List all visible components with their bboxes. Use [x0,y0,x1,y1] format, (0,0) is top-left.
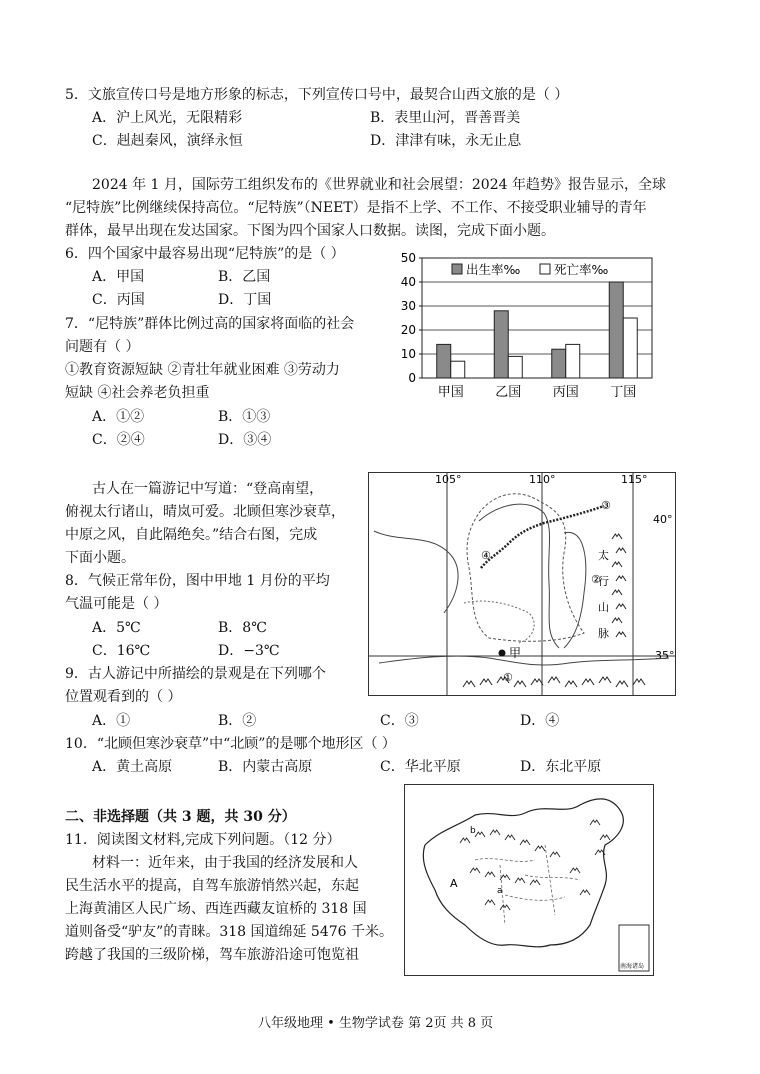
lat-35: 35° [655,649,675,662]
q10-option-a: A．黄土高原 [92,759,173,775]
q10-stem: 10．“北顾但寒沙衰草”中“北顾”的是哪个地形区（ ） [65,736,396,752]
chart-bar-birth-3 [609,282,623,378]
q7-option-a: A．①② [92,409,145,425]
mountain-symbol [616,604,626,609]
q7-option-c: C．②④ [92,432,145,448]
label-b: b [470,826,476,836]
chart-legend-swatch [540,264,550,274]
mountain-symbol [548,677,560,683]
q9-stem-line1: 9．古人游记中所描绘的景观是在下列哪个 [65,666,326,682]
mountain-symbol [616,548,626,553]
q8-option-c: C．16℃ [92,643,151,659]
label-a: a [497,886,503,896]
q9-option-a: A．① [92,713,131,729]
material1-line3: 上海黄浦区人民广场、西连西藏友谊桥的 318 国 [65,901,367,917]
passage1-line1: 2024 年 1 月，国际劳工组织发布的《世界就业和社会展望：2024 年趋势》报告显示，全球 [92,177,666,193]
passage2-line2: 俯视太行诸山，晴岚可爱。北顾但寒沙衰草， [65,504,345,520]
q11-stem: 11．阅读图文材料,完成下列问题。（12 分） [65,832,341,848]
mountain-symbol [530,880,540,885]
marker-2: ② [591,573,601,586]
mountain-symbol [616,632,626,637]
mountain-symbol [514,681,526,687]
qinling-mountains [463,677,645,687]
lon-110: 110° [529,473,556,486]
mountain-symbol [531,679,543,685]
river-east [564,532,586,648]
south-sea-label: 南海诸岛 [620,963,645,970]
q9-option-d: D．④ [520,713,560,729]
q10-option-b: B．内蒙古高原 [218,759,313,775]
passage2-line4: 下面小题。 [65,550,135,566]
mountain-symbol [616,681,628,687]
mountain-symbol [612,590,622,595]
mountain-symbol [582,679,594,685]
marker-4: ④ [481,549,491,562]
mountain-symbol [565,681,577,687]
passage2-line3: 中原之风，自此隔绝矣。”结合右图，完成 [65,527,318,543]
chart-ytick-label: 30 [400,299,416,313]
mountain-symbol [520,840,530,845]
mountain-symbol [475,832,485,837]
mountain-symbol [612,534,622,539]
chart-category-label: 丙国 [552,385,579,400]
q6-option-b: B．乙国 [218,269,271,285]
mountain-symbol [600,835,610,840]
taihang-char-4: 脉 [598,627,609,640]
china-map [404,784,654,976]
taihang-char-2: 行 [598,575,609,588]
passage2-line1: 古人在一篇游记中写道：“登高南望， [92,481,324,497]
mountain-symbol [535,846,545,851]
jia-label: 甲 [509,646,522,660]
mountain-symbol [599,677,611,683]
province-lines [475,845,580,925]
mountain-symbol [550,852,560,857]
passage1-line2: “尼特族”比例继续保持高位。“尼特族”（NEET）是指不上学、不工作、不接受职业辅导的青年 [65,200,647,216]
mountain-symbol [460,838,470,843]
yellow-river [374,504,559,648]
lon-105: 105° [435,473,462,486]
mountain-symbol [590,820,600,825]
jia-point [499,650,506,657]
marker-1: ① [503,671,513,684]
chart-ytick-label: 50 [400,251,416,265]
q9-option-b: B．② [218,713,257,729]
q9-option-c: C．③ [380,713,419,729]
chart-category-label: 乙国 [495,385,522,400]
mountain-symbol [633,679,645,685]
taihang-char-3: 山 [598,601,609,614]
chart-ytick-label: 0 [408,371,416,385]
chart-bar-death-3 [623,318,637,378]
mountain-symbol [616,576,626,581]
q5-option-c: C．赳赳秦风，演绎永恒 [92,133,243,149]
passage1-line3: 群体，最早出现在发达国家。下图为四个国家人口数据。读图，完成下面小题。 [65,223,555,239]
mountain-symbol [500,875,510,880]
mountain-symbol [505,835,515,840]
mountain-symbol [463,681,475,687]
chart-bar-birth-0 [437,344,451,378]
q8-stem-line1: 8．气候正常年份，图中甲地 1 月份的平均 [65,573,330,589]
q7-options-line2: 短缺 ④社会养老负担重 [65,385,210,401]
mountain-symbol [515,878,525,883]
chart-ytick-label: 10 [400,347,416,361]
chart-bar-death-0 [451,361,465,378]
chart-bar-death-1 [508,356,522,378]
q6-option-c: C．丙国 [92,292,145,308]
q6-option-a: A．甲国 [92,269,145,285]
q7-option-d: D．③④ [218,432,272,448]
chart-legend-swatch [452,264,462,274]
mountain-symbol [612,562,622,567]
chart-bar-death-2 [566,344,580,378]
q5-option-d: D．津津有味，永无止息 [370,133,522,149]
mountain-symbol [485,872,495,877]
marker-3: ③ [601,499,611,512]
page-footer: 八年级地理 • 生物学试卷 第 2页 共 8 页 [258,1016,494,1031]
section2-title: 二、非选择题（共 3 题，共 30 分） [65,809,296,825]
q6-option-d: D．丁国 [218,292,272,308]
material1-line1: 材料一：近年来，由于我国的经济发展和人 [92,855,358,871]
q10-option-d: D．东北平原 [520,759,602,775]
mountain-symbol [570,868,580,873]
q7-option-b: B．①③ [218,409,271,425]
q10-option-c: C．华北平原 [380,759,461,775]
china-outline [423,799,623,947]
lat-40: 40° [653,513,673,526]
mountain-symbol [490,830,500,835]
taihang-mountains [612,534,626,637]
population-bar-chart [390,250,662,402]
material1-line4: 道则备受“驴友”的青睐。318 国道绵延 5476 千米。 [65,924,394,940]
mountain-symbol [500,905,510,910]
material1-line2: 民生活水平的提高，自驾车旅游悄然兴起，东起 [65,878,359,894]
mountain-symbol [480,679,492,685]
q8-stem-line2: 气温可能是（ ） [65,596,168,612]
china-mountains [460,820,610,910]
dotted-region [464,601,534,643]
mountain-symbol [470,868,480,873]
q5-option-a: A．沪上风光，无限精彩 [92,110,243,126]
q8-option-d: D．−3℃ [218,643,280,659]
taihang-char-1: 太 [598,549,609,562]
mountain-symbol [612,618,622,623]
q5-option-b: B．表里山河，晋善晋美 [370,110,521,126]
chart-legend-label: 出生率‰ [466,262,521,277]
mountain-symbol [580,890,590,895]
coast-line [379,656,669,665]
q5-stem: 5．文旅宣传口号是地方形象的标志，下列宣传口号中，最契合山西文旅的是（ ） [65,87,569,103]
chart-ytick-label: 40 [400,275,416,289]
q6-stem: 6．四个国家中最容易出现“尼特族”的是（ ） [65,246,345,262]
q8-option-b: B．8℃ [218,620,267,636]
chart-category-label: 甲国 [437,385,464,400]
chart-ytick-label: 20 [400,323,416,337]
label-A: A [450,877,458,890]
material1-line5: 跨越了我国的三级阶梯，驾车旅游沿途可饱览祖 [65,947,359,963]
chart-bar-birth-2 [552,349,566,378]
shanxi-region-map [368,472,676,696]
q9-stem-line2: 位置观看到的（ ） [65,689,182,705]
lon-115: 115° [621,473,648,486]
q8-option-a: A．5℃ [92,620,141,636]
chart-legend-label: 死亡率‰ [554,262,609,277]
chart-bar-birth-1 [494,311,508,378]
q7-options-line1: ①教育资源短缺 ②青壮年就业困难 ③劳动力 [65,362,340,378]
mountain-symbol [485,900,495,905]
q7-stem-line2: 问题有（ ） [65,339,140,355]
q7-stem-line1: 7．“尼特族”群体比例过高的国家将面临的社会 [65,316,355,332]
chart-category-label: 丁国 [610,385,637,400]
